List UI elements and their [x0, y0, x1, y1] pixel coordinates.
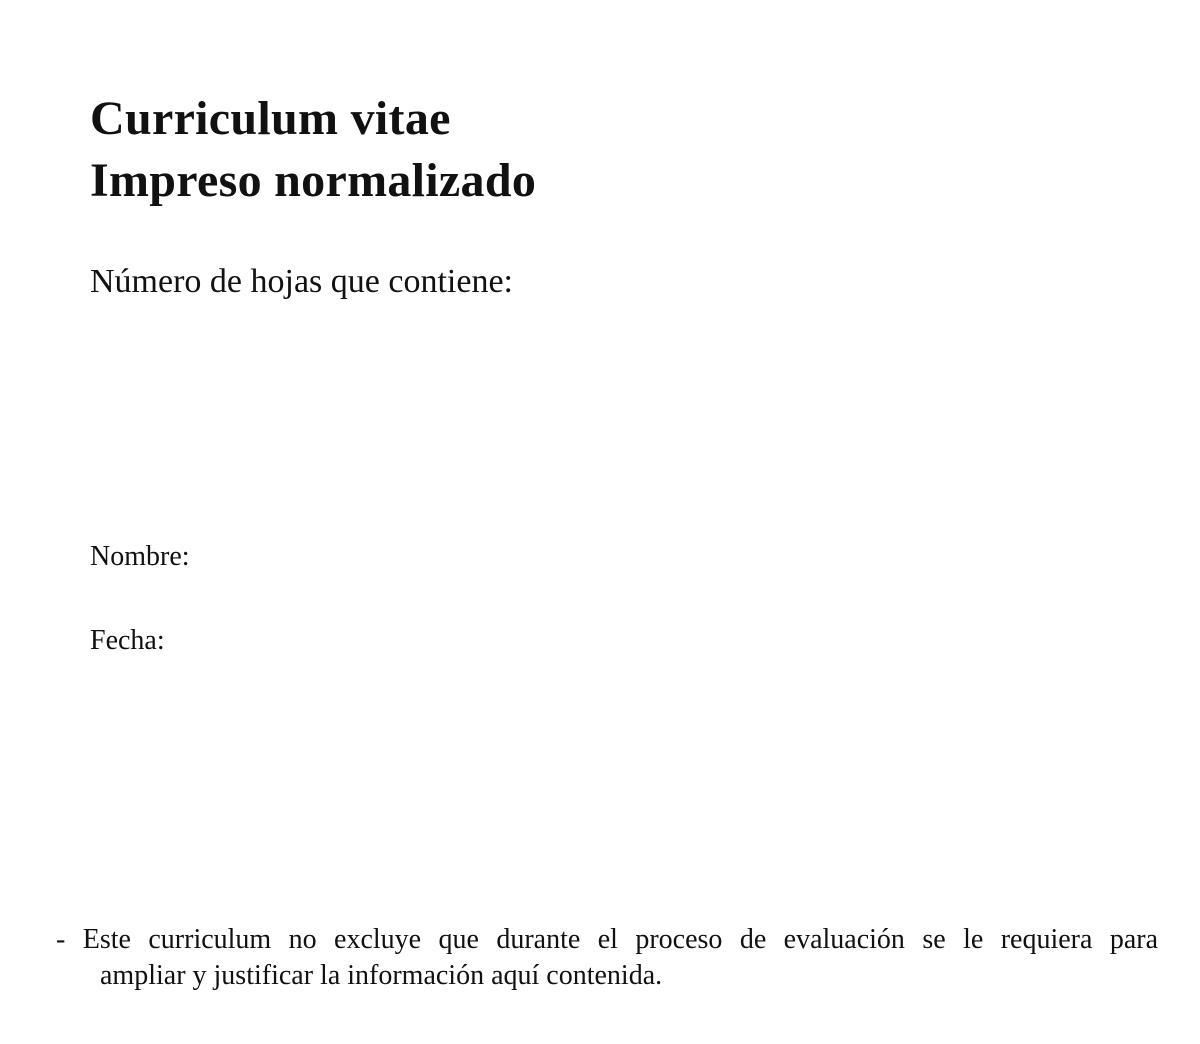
footnote-line-2: ampliar y justificar la información aquí contenida. — [100, 960, 663, 991]
title-line-impreso: Impreso normalizado — [90, 154, 537, 207]
footnote-text-1: Este curriculum no excluye que durante el proceso de evaluación se le requiera para — [82, 924, 1159, 955]
footnote — [56, 922, 1158, 994]
footnote-bullet: - — [56, 924, 66, 955]
name-label: Nombre: — [90, 541, 190, 572]
pages-count-label: Número de hojas que contiene: — [90, 263, 513, 300]
date-label: Fecha: — [90, 625, 165, 656]
footnote-line-1 — [56, 922, 1158, 958]
title-line-curriculum: Curriculum vitae — [90, 92, 451, 145]
page-title — [90, 88, 536, 212]
